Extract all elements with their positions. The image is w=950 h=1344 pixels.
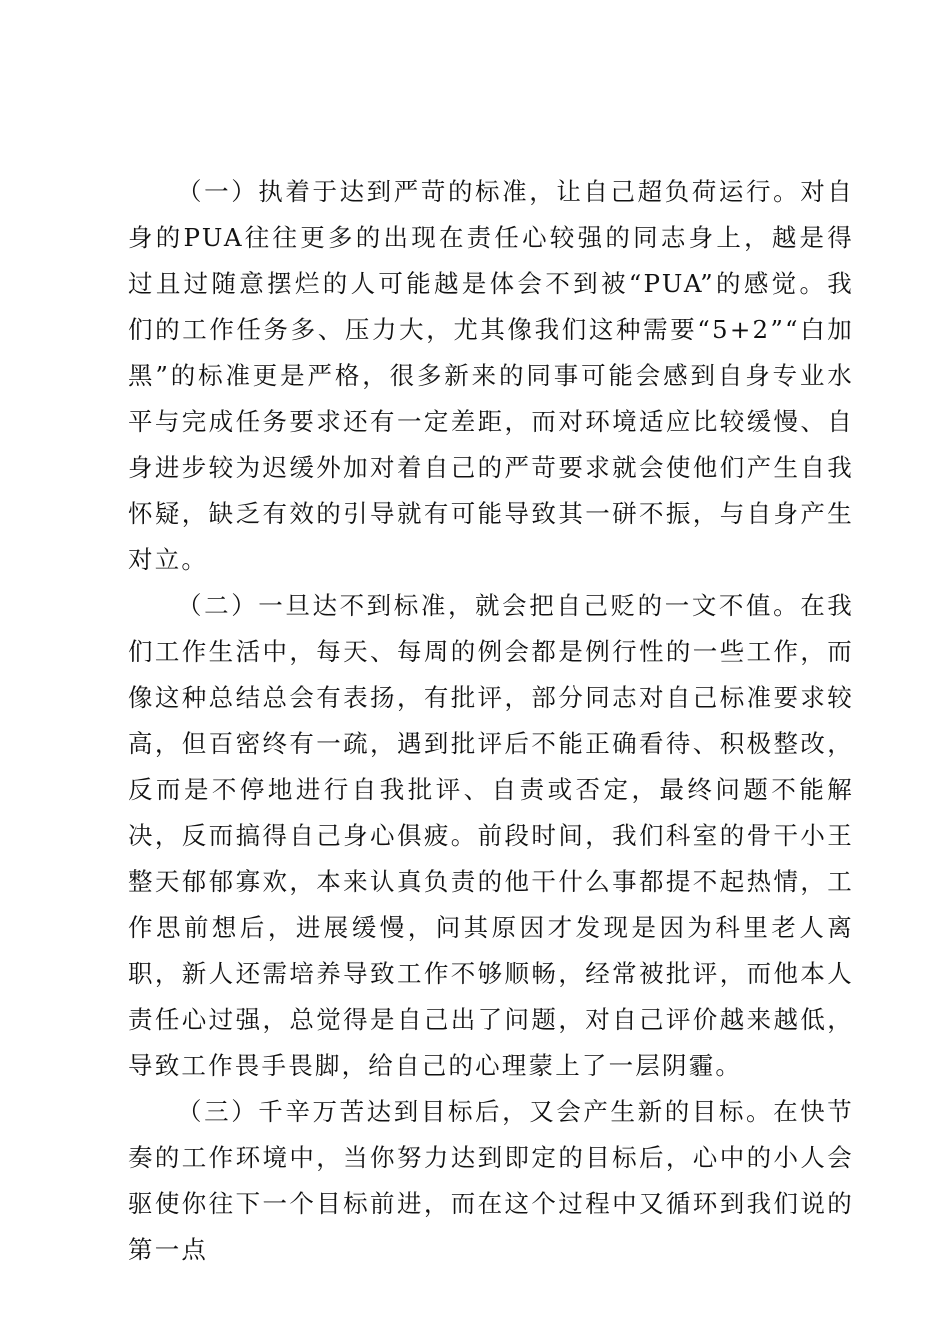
paragraph-3: （三）千辛万苦达到目标后，又会产生新的目标。在快节奏的工作环境中，当你努力达到即定的目标后，心中的小人会驱使你往下一个目标前进，而在这个过程中又循环到我们说的第一点 (128, 1097, 854, 1264)
document-body (128, 169, 854, 1273)
paragraph-2: （二）一旦达不到标准，就会把自己贬的一文不值。在我们工作生活中，每天、每周的例会都是例行性的一些工作，而像这种总结总会有表扬，有批评，部分同志对自己标准要求较高，但百密终有一疏，遇到批评后不能正确看待、积极整改，反而是不停地进行自我批评、自责或否定，最终问题不能解决，反而搞得自己身心俱疲。前段时间，我们科室的骨干小王整天郁郁寡欢，本来认真负责的他干什么事都提不起热情，工作思前想后，进展缓慢，问其原因才发现是因为科里老人离职，新人还需培养导致工作不够顺畅，经常被批评，而他本人责任心过强，总觉得是自己出了问题，对自己评价越来越低，导致工作畏手畏脚，给自己的心理蒙上了一层阴霾。 (128, 591, 854, 1080)
paragraph-1: （一）执着于达到严苛的标准，让自己超负荷运行。对自身的PUA往往更多的出现在责任心较强的同志身上，越是得过且过随意摆烂的人可能越是体会不到被“PUA”的感觉。我们的工作任务多、压力大，尤其像我们这种需要“5+2”“白加黑”的标准更是严格，很多新来的同事可能会感到自身专业水平与完成任务要求还有一定差距，而对环境适应比较缓慢、自身进步较为迟缓外加对着自己的严苛要求就会使他们产生自我怀疑，缺乏有效的引导就有可能导致其一硑不振，与自身产生对立。 (128, 177, 854, 574)
